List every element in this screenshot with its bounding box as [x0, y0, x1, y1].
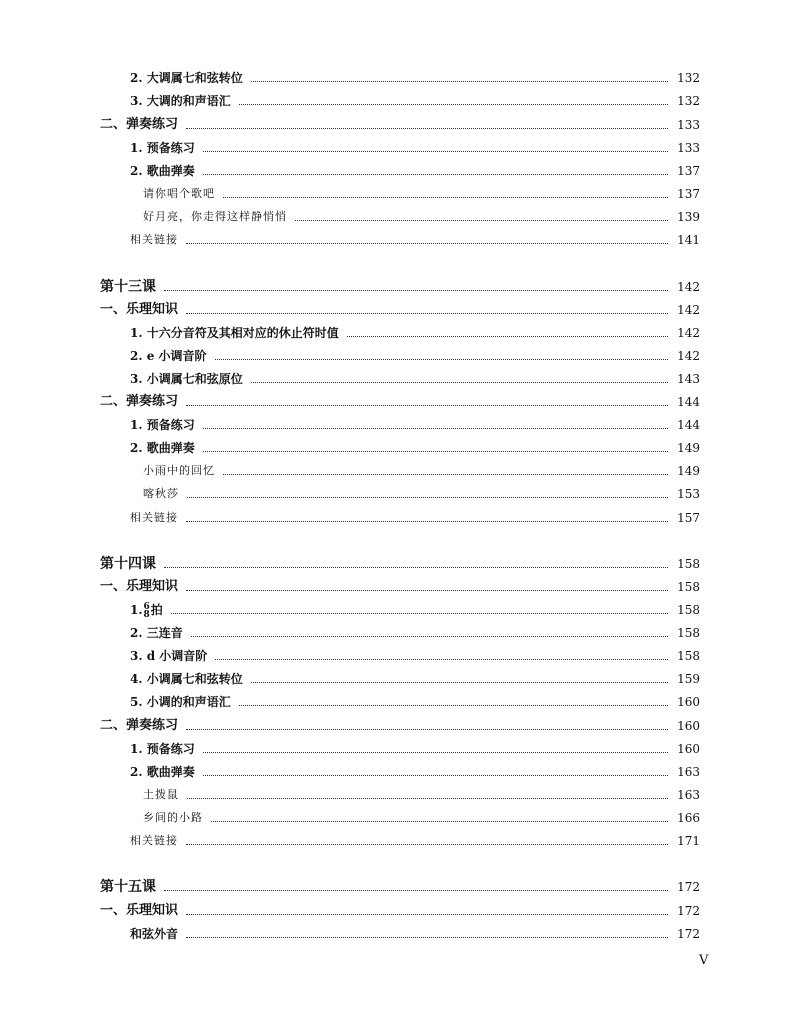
- toc-entry-label: 一、乐理知识: [100, 302, 179, 317]
- toc-entry-label: 二、弹奏练习: [100, 394, 179, 409]
- dot-leader: [239, 705, 668, 706]
- toc-entry[interactable]: [0, 299, 790, 321]
- toc-entry[interactable]: [0, 67, 790, 89]
- dot-leader: [211, 821, 668, 822]
- dot-leader: [186, 128, 668, 129]
- toc-entry-page: 137: [677, 164, 700, 178]
- dot-leader: [223, 474, 668, 475]
- toc-entry-page: 163: [677, 765, 700, 779]
- dot-leader: [251, 682, 668, 683]
- toc-entry[interactable]: [0, 114, 790, 136]
- toc-entry[interactable]: [0, 715, 790, 737]
- toc-entry-label: 4. 小调属七和弦转位: [130, 672, 243, 686]
- dot-leader: [186, 937, 668, 938]
- toc-entry-page: 157: [677, 511, 700, 525]
- toc-entry-page: 132: [677, 94, 700, 108]
- toc-entry-page: 160: [677, 742, 700, 756]
- toc-entry-label: 1. 预备练习: [130, 141, 195, 155]
- dot-leader: [203, 151, 668, 152]
- toc-entry[interactable]: [0, 576, 790, 598]
- toc-entry-page: 172: [677, 927, 700, 941]
- dot-leader: [164, 567, 668, 568]
- label-prefix: 1.: [130, 603, 143, 617]
- toc-entry-label: 喀秋莎: [143, 487, 179, 500]
- dot-leader: [164, 290, 668, 291]
- dot-leader: [215, 659, 668, 660]
- toc-entry[interactable]: [0, 900, 790, 922]
- toc-entry-page: 153: [677, 487, 700, 501]
- toc-entry-page: 132: [677, 71, 700, 85]
- dot-leader: [186, 914, 668, 915]
- toc-entry-page: 163: [677, 788, 700, 802]
- dot-leader: [186, 844, 668, 845]
- toc-entry[interactable]: [0, 738, 790, 760]
- toc-entry[interactable]: [0, 229, 790, 251]
- toc-entry-label: 相关链接: [130, 834, 178, 847]
- toc-entry-label: 2. 三连音: [130, 626, 183, 640]
- toc-entry-page: 142: [677, 349, 700, 363]
- dot-leader: [187, 798, 668, 799]
- toc-entry-page: 149: [677, 441, 700, 455]
- toc-entry-label: 5. 小调的和声语汇: [130, 695, 231, 709]
- toc-entry-label: 二、弹奏练习: [100, 117, 179, 132]
- toc-entry[interactable]: [0, 553, 790, 575]
- frac-numerator: 6: [143, 601, 150, 612]
- toc-entry-page: 139: [677, 210, 700, 224]
- toc-entry[interactable]: [0, 345, 790, 367]
- toc-entry-label: 2. 歌曲弹奏: [130, 441, 195, 455]
- toc-entry-label: 3. d 小调音阶: [130, 649, 208, 663]
- dot-leader: [239, 104, 668, 105]
- dot-leader: [203, 428, 668, 429]
- toc-entry[interactable]: [0, 391, 790, 413]
- toc-entry-page: 158: [677, 603, 700, 617]
- toc-entry-label: 好月亮，你走得这样静悄悄: [143, 210, 287, 223]
- toc-entry[interactable]: [0, 322, 790, 344]
- dot-leader: [171, 613, 668, 614]
- toc-entry[interactable]: [0, 691, 790, 713]
- toc-entry[interactable]: [0, 460, 790, 482]
- toc-entry-page: 158: [677, 649, 700, 663]
- toc-entry-page: 149: [677, 464, 700, 478]
- toc-entry-page: 166: [677, 811, 700, 825]
- dot-leader: [186, 405, 668, 406]
- toc-entry[interactable]: [0, 137, 790, 159]
- toc-entry[interactable]: [0, 483, 790, 505]
- toc-entry-label: 相关链接: [130, 511, 178, 524]
- toc-entry-label: 2. e 小调音阶: [130, 349, 207, 363]
- toc-entry-label: 2. 歌曲弹奏: [130, 765, 195, 779]
- toc-entry[interactable]: [0, 622, 790, 644]
- toc-entry-label: 2. 大调属七和弦转位: [130, 71, 243, 85]
- toc-entry-page: 141: [677, 233, 700, 247]
- toc-entry[interactable]: [0, 276, 790, 298]
- page-number: V: [699, 953, 709, 968]
- dot-leader: [186, 590, 668, 591]
- toc-entry[interactable]: [0, 437, 790, 459]
- toc-entry-label: 3. 小调属七和弦原位: [130, 372, 243, 386]
- toc-entry-label: 第十五课: [100, 879, 156, 895]
- toc-entry-page: 144: [677, 395, 700, 409]
- toc-entry[interactable]: [0, 90, 790, 112]
- toc-entry-label: 2. 歌曲弹奏: [130, 164, 195, 178]
- toc-entry[interactable]: [0, 206, 790, 228]
- toc-entry[interactable]: [0, 876, 790, 898]
- toc-entry[interactable]: [0, 668, 790, 690]
- dot-leader: [186, 243, 668, 244]
- dot-leader: [295, 220, 668, 221]
- toc-entry[interactable]: [0, 414, 790, 436]
- dot-leader: [203, 451, 668, 452]
- toc-entry-page: 142: [677, 326, 700, 340]
- toc-entry[interactable]: [0, 183, 790, 205]
- dot-leader: [186, 729, 668, 730]
- toc-entry-label: 二、弹奏练习: [100, 718, 179, 733]
- toc-entry-label: 第十三课: [100, 279, 156, 295]
- toc-entry-page: 172: [677, 880, 700, 894]
- toc-entry[interactable]: [0, 507, 790, 529]
- toc-entry[interactable]: [0, 830, 790, 852]
- toc-entry-page: 160: [677, 719, 700, 733]
- dot-leader: [203, 775, 668, 776]
- dot-leader: [186, 313, 668, 314]
- toc-entry-page: 137: [677, 187, 700, 201]
- toc-entry-label: 1. 预备练习: [130, 418, 195, 432]
- label-suffix: 拍: [150, 603, 163, 617]
- toc-entry-label: 3. 大调的和声语汇: [130, 94, 231, 108]
- toc-entry-page: 171: [677, 834, 700, 848]
- toc-entry-page: 144: [677, 418, 700, 432]
- toc-entry-label: [130, 599, 163, 621]
- dot-leader: [251, 382, 668, 383]
- toc-entry-label: 请你唱个歌吧: [143, 187, 215, 200]
- toc-entry-page: 133: [677, 118, 700, 132]
- toc-entry-page: 142: [677, 303, 700, 317]
- time-signature: [144, 603, 150, 619]
- toc-entry-page: 158: [677, 580, 700, 594]
- dot-leader: [347, 336, 668, 337]
- toc-entry-page: 158: [677, 557, 700, 571]
- toc-entry-label: 1. 十六分音符及其相对应的休止符时值: [130, 326, 339, 340]
- toc-entry-page: 172: [677, 904, 700, 918]
- toc-entry-label: 小雨中的回忆: [143, 464, 215, 477]
- dot-leader: [215, 359, 668, 360]
- toc-entry-page: 159: [677, 672, 700, 686]
- toc-entry[interactable]: [0, 807, 790, 829]
- toc-entry-label: 第十四课: [100, 556, 156, 572]
- toc-entry-page: 133: [677, 141, 700, 155]
- dot-leader: [223, 197, 668, 198]
- toc-entry-page: 158: [677, 626, 700, 640]
- toc-entry-label: 一、乐理知识: [100, 903, 179, 918]
- dot-leader: [164, 890, 668, 891]
- toc-entry[interactable]: [0, 761, 790, 783]
- toc-entry-label: 土拨鼠: [143, 788, 179, 801]
- toc-entry[interactable]: [0, 368, 790, 390]
- toc-entry-label: 和弦外音: [130, 927, 179, 941]
- toc-entry[interactable]: [0, 599, 790, 621]
- toc-entry-page: 142: [677, 280, 700, 294]
- toc-entry-label: 1. 预备练习: [130, 742, 195, 756]
- toc-entry-page: 160: [677, 695, 700, 709]
- toc-entry[interactable]: [0, 784, 790, 806]
- dot-leader: [203, 752, 668, 753]
- dot-leader: [251, 81, 668, 82]
- toc-entry-label: 一、乐理知识: [100, 579, 179, 594]
- toc-entry-page: 143: [677, 372, 700, 386]
- toc-entry-label: 相关链接: [130, 233, 178, 246]
- dot-leader: [203, 174, 668, 175]
- dot-leader: [187, 497, 668, 498]
- toc-entry[interactable]: [0, 645, 790, 667]
- frac-denominator: 8: [143, 609, 150, 620]
- dot-leader: [191, 636, 668, 637]
- toc-entry[interactable]: [0, 160, 790, 182]
- toc-entry-label: 乡间的小路: [143, 811, 203, 824]
- dot-leader: [186, 521, 668, 522]
- toc-entry[interactable]: [0, 923, 790, 945]
